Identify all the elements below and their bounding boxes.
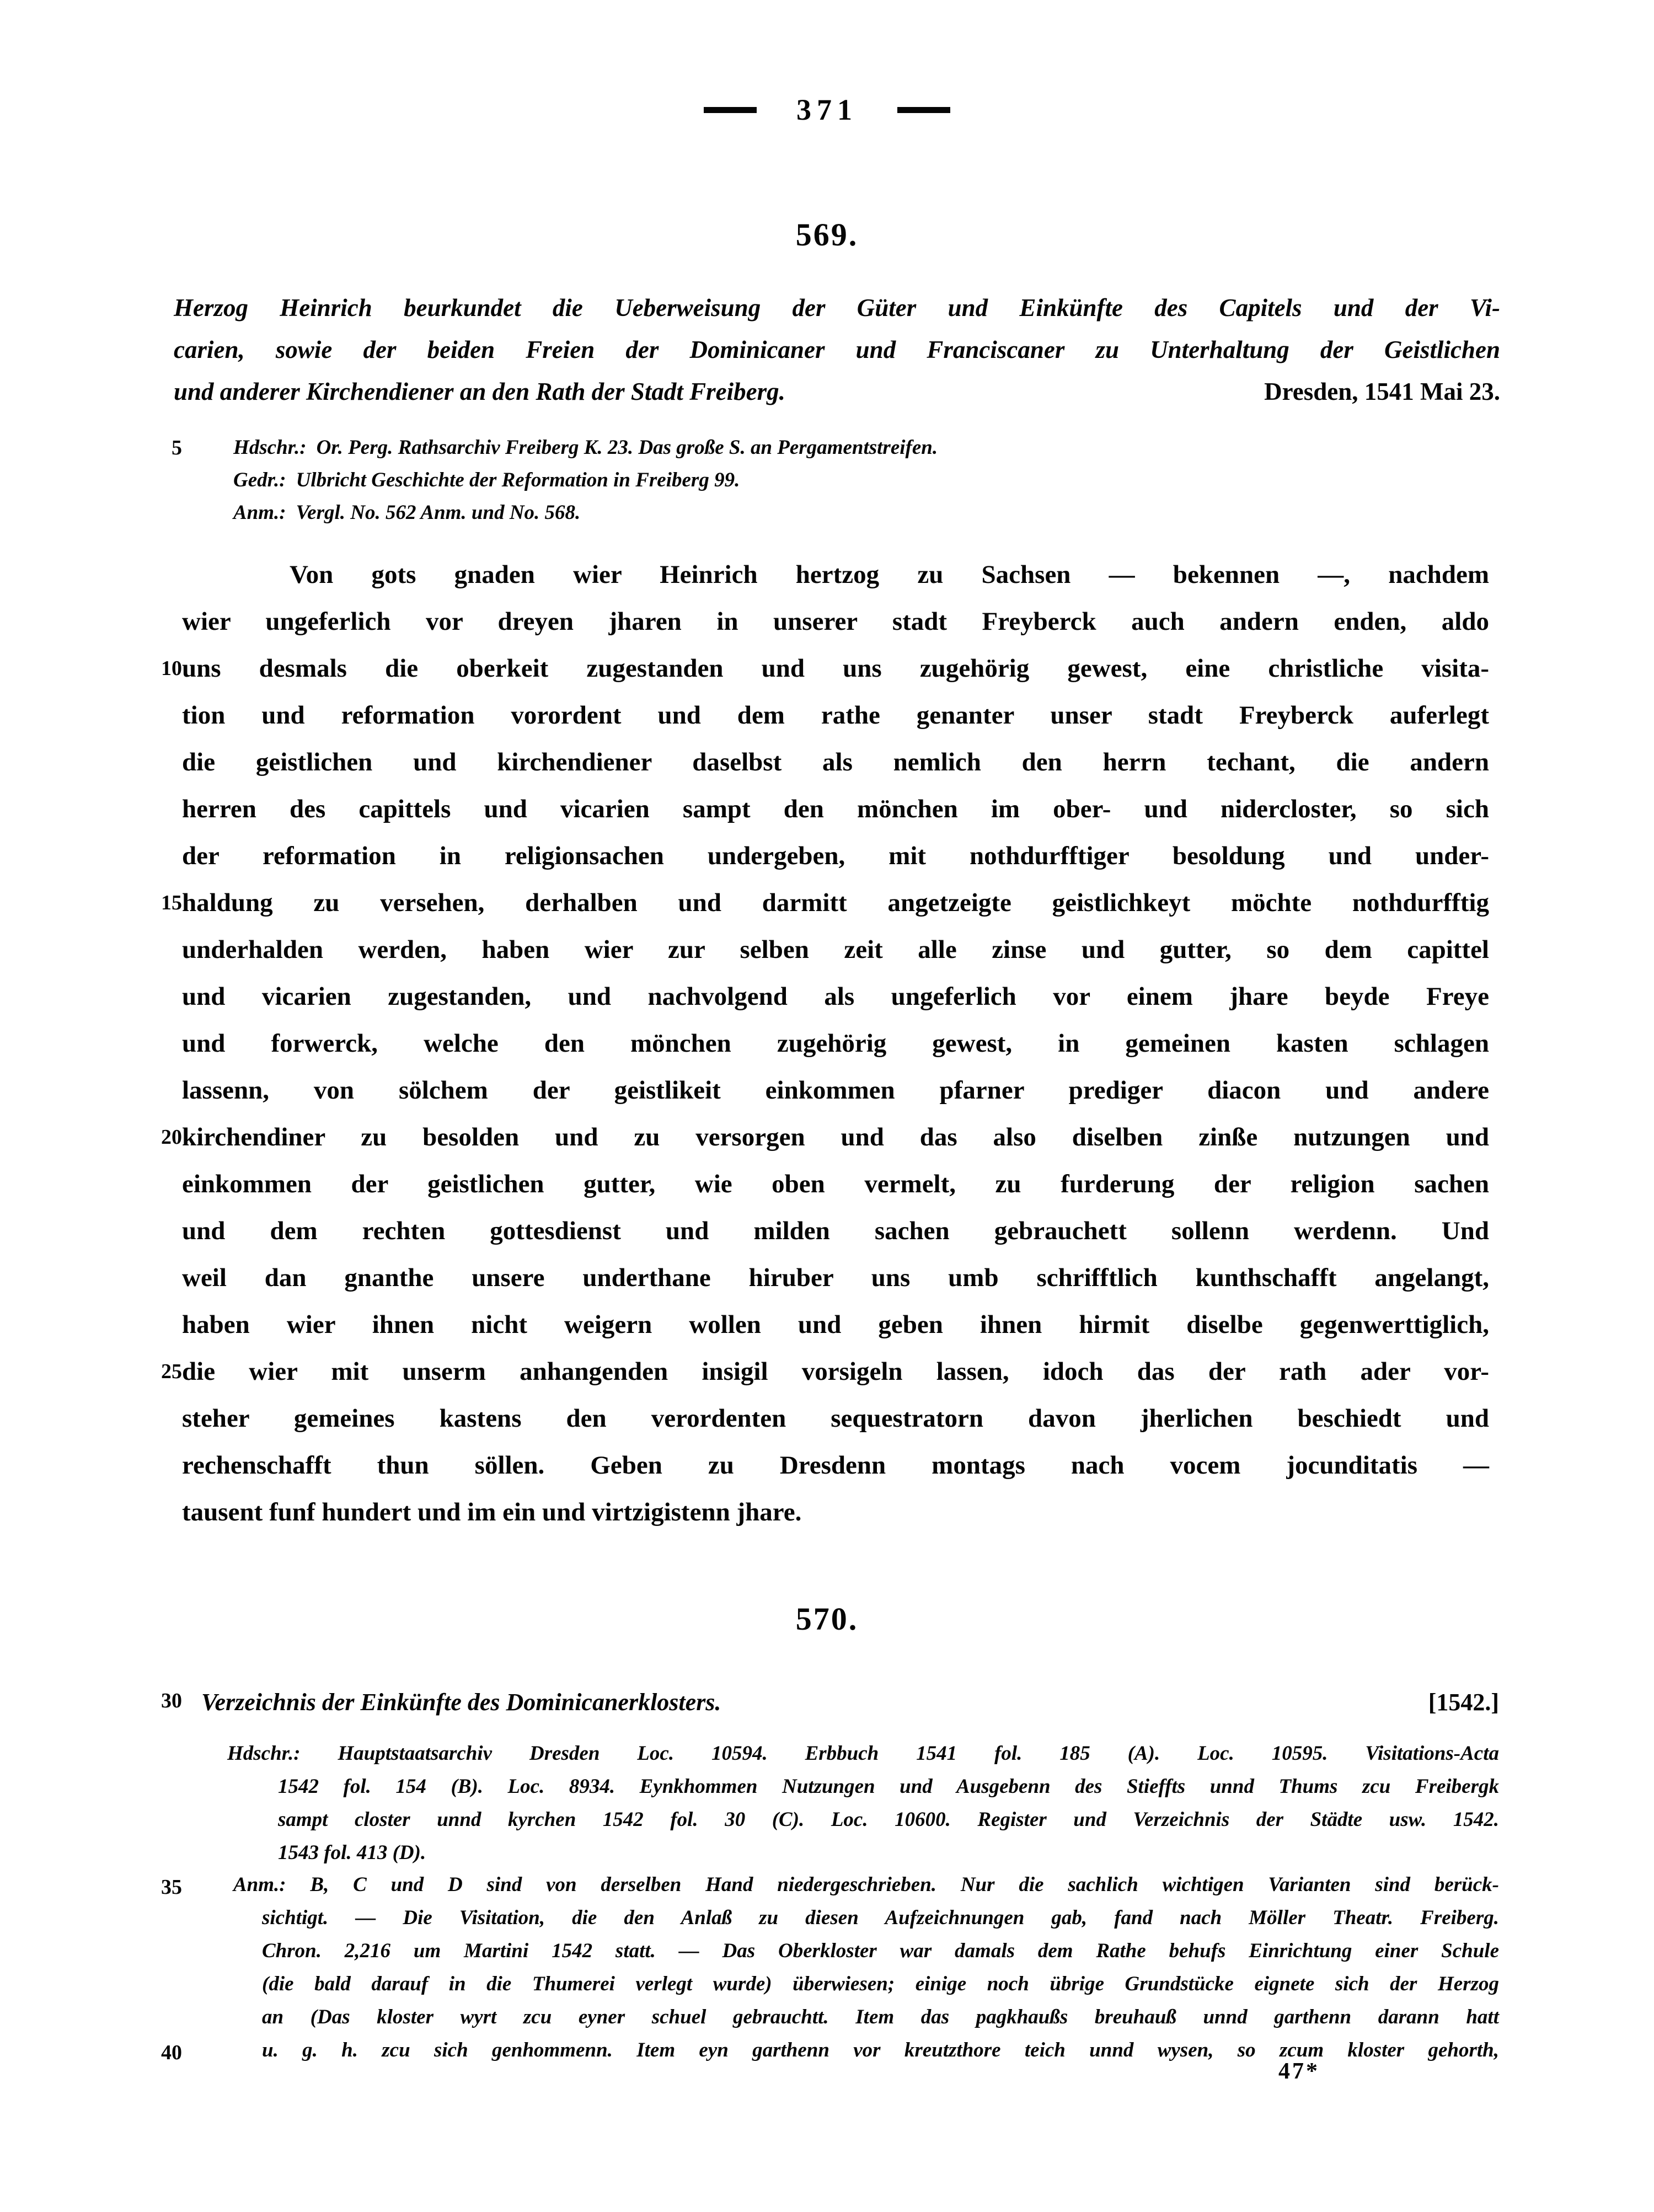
margin-line-number: 35 xyxy=(161,1876,182,1899)
note-text: Or. Perg. Rathsarchiv Freiberg K. 23. Das große S. an Pergamentstreifen. xyxy=(316,436,938,459)
body-line: die geistlichen und kirchendiener daselbst als nemlich den herrn techant, die andern xyxy=(182,748,1489,776)
body-line: underhalden werden, haben wier zur selben zeit alle zinse und gutter, so dem capittel xyxy=(182,935,1489,964)
body-line: haldung zu versehen, derhalben und darmitt angetzeigte geistlichkeyt möchte nothdurfftig xyxy=(182,888,1489,917)
header-rule-right xyxy=(897,107,950,113)
doc-569-regest xyxy=(174,287,1500,413)
printer-signature-mark: 47* xyxy=(1278,2059,1320,2084)
regest-last-line xyxy=(174,371,1500,413)
annotation-line: (die bald darauf in die Thumerei verlegt wurde) überwiesen; einige noch übrige Grundstücke eignete sich der Herzog xyxy=(262,1973,1499,1995)
running-head xyxy=(0,93,1654,127)
note-line xyxy=(233,496,1499,529)
regest-line: Herzog Heinrich beurkundet die Ueberweisung der Güter und Einkünfte des Capitels und der Vi- xyxy=(174,294,1500,322)
source-note-line: 1542 fol. 154 (B). Loc. 8934. Eynkhommen Nutzungen und Ausgebenn des Stieffts unnd Thums zcu Freibergk xyxy=(278,1775,1499,1798)
body-line: tausent funf hundert und im ein und virtzigistenn jhare. xyxy=(182,1498,802,1527)
body-line: weil dan gnanthe unsere underthane hiruber uns umb schrifftlich kunthschafft angelangt, xyxy=(182,1263,1489,1292)
note-text: Ulbricht Geschichte der Reformation in Freiberg 99. xyxy=(296,469,740,491)
body-line: herren des capittels und vicarien sampt den mönchen im ober- und nidercloster, so sich xyxy=(182,795,1489,823)
page-number: 371 xyxy=(796,93,858,126)
note-line xyxy=(233,464,1499,496)
margin-line-number: 5 xyxy=(172,436,182,459)
doc-570-heading: 570. xyxy=(795,1601,859,1637)
body-line: haben wier ihnen nicht weigern wollen und geben ihnen hirmit diselbe gegenwerttiglich, xyxy=(182,1310,1489,1339)
body-line: uns desmals die oberkeit zugestanden und uns zugehörig gewest, eine christliche visita- xyxy=(182,654,1489,683)
body-line: der reformation in religionsachen undergeben, mit nothdurfftiger besoldung und under- xyxy=(182,842,1489,870)
margin-line-number: 40 xyxy=(161,2041,182,2064)
header-rule-left xyxy=(704,107,757,113)
doc-570-date: [1542.] xyxy=(1428,1689,1499,1716)
annotation-line: Anm.: B, C und D sind von derselben Hand niedergeschrieben. Nur die sachlich wichtigen Varianten sind berück- xyxy=(233,1873,1499,1896)
doc-569-source-notes xyxy=(233,431,1499,529)
regest-line: und anderer Kirchendiener an den Rath der Stadt Freiberg. xyxy=(174,378,785,405)
regest-line: Verzeichnis der Einkünfte des Dominicanerklosters. xyxy=(201,1689,721,1716)
margin-line-number: 30 xyxy=(161,1689,182,1712)
note-label: Hdschr.: xyxy=(233,436,307,459)
body-line: kirchendiner zu besolden und zu versorgen und das also diselben zinße nutzungen und xyxy=(182,1123,1489,1151)
margin-line-number: 25 xyxy=(161,1360,182,1383)
doc-569-body xyxy=(182,551,1489,1536)
note-label: Gedr.: xyxy=(233,469,286,491)
body-line: Von gots gnaden wier Heinrich hertzog zu Sachsen — bekennen —, nachdem xyxy=(290,560,1489,589)
margin-line-number: 15 xyxy=(161,891,182,914)
body-line: und dem rechten gottesdienst und milden sachen gebrauchett sollenn werdenn. Und xyxy=(182,1217,1489,1245)
annotation-line: sichtigt. — Die Visitation, die den Anlaß zu diesen Aufzeichnungen gab, fand nach Möller Theatr. Freiberg. xyxy=(262,1906,1499,1929)
note-text: Vergl. No. 562 Anm. und No. 568. xyxy=(296,501,581,524)
annotation-line: Chron. 2,216 um Martini 1542 statt. — Das Oberkloster war damals dem Rathe behufs Einrichtung einer Schule xyxy=(262,1940,1499,1962)
note-line xyxy=(233,431,1499,464)
annotation-line: an (Das kloster wyrt zcu eyner schuel gebrauchtt. Item das pagkhaußs breuhauß unnd garthenn darann hatt xyxy=(262,2006,1499,2028)
body-line: lassenn, von sölchem der geistlikeit einkommen pfarner prediger diacon und andere xyxy=(182,1076,1489,1105)
annotation-line: u. g. h. zcu sich genhommenn. Item eyn garthenn vor kreutzthore teich unnd wysen, so zcum kloster gehorth, xyxy=(262,2039,1499,2061)
body-line: und vicarien zugestanden, und nachvolgend als ungeferlich vor einem jhare beyde Freye xyxy=(182,982,1489,1011)
margin-line-number: 10 xyxy=(161,657,182,680)
doc-570-source-notes xyxy=(227,1737,1499,1870)
body-line: einkommen der geistlichen gutter, wie oben vermelt, zu furderung der religion sachen xyxy=(182,1170,1489,1198)
doc-570-annotation xyxy=(233,1868,1499,2067)
doc-569-date: Dresden, 1541 Mai 23. xyxy=(1264,378,1500,405)
margin-line-number: 20 xyxy=(161,1126,182,1149)
source-note-line: Hdschr.: Hauptstaatsarchiv Dresden Loc. 10594. Erbbuch 1541 fol. 185 (A). Loc. 10595. Visitations-Acta xyxy=(227,1742,1499,1765)
body-line: tion und reformation vorordent und dem rathe genanter unser stadt Freyberck auferlegt xyxy=(182,701,1489,730)
note-label: Anm.: xyxy=(233,501,286,524)
doc-570-regest xyxy=(201,1685,1499,1720)
doc-569-heading: 569. xyxy=(795,217,859,253)
body-line: und forwerck, welche den mönchen zugehörig gewest, in gemeinen kasten schlagen xyxy=(182,1029,1489,1058)
body-line: die wier mit unserm anhangenden insigil vorsigeln lassen, idoch das der rath ader vor- xyxy=(182,1357,1489,1386)
source-note-line: 1543 fol. 413 (D). xyxy=(278,1841,426,1864)
regest-line: carien, sowie der beiden Freien der Dominicaner und Franciscaner zu Unterhaltung der Geistlichen xyxy=(174,336,1500,363)
source-note-line: sampt closter unnd kyrchen 1542 fol. 30 (C). Loc. 10600. Register und Verzeichnis der Städte usw. 1542. xyxy=(278,1808,1499,1831)
body-line: rechenschafft thun söllen. Geben zu Dresdenn montags nach vocem jocunditatis — xyxy=(182,1451,1489,1480)
body-line: steher gemeines kastens den verordenten sequestratorn davon jherlichen beschiedt und xyxy=(182,1404,1489,1433)
body-line: wier ungeferlich vor dreyen jharen in unserer stadt Freyberck auch andern enden, aldo xyxy=(182,607,1489,636)
